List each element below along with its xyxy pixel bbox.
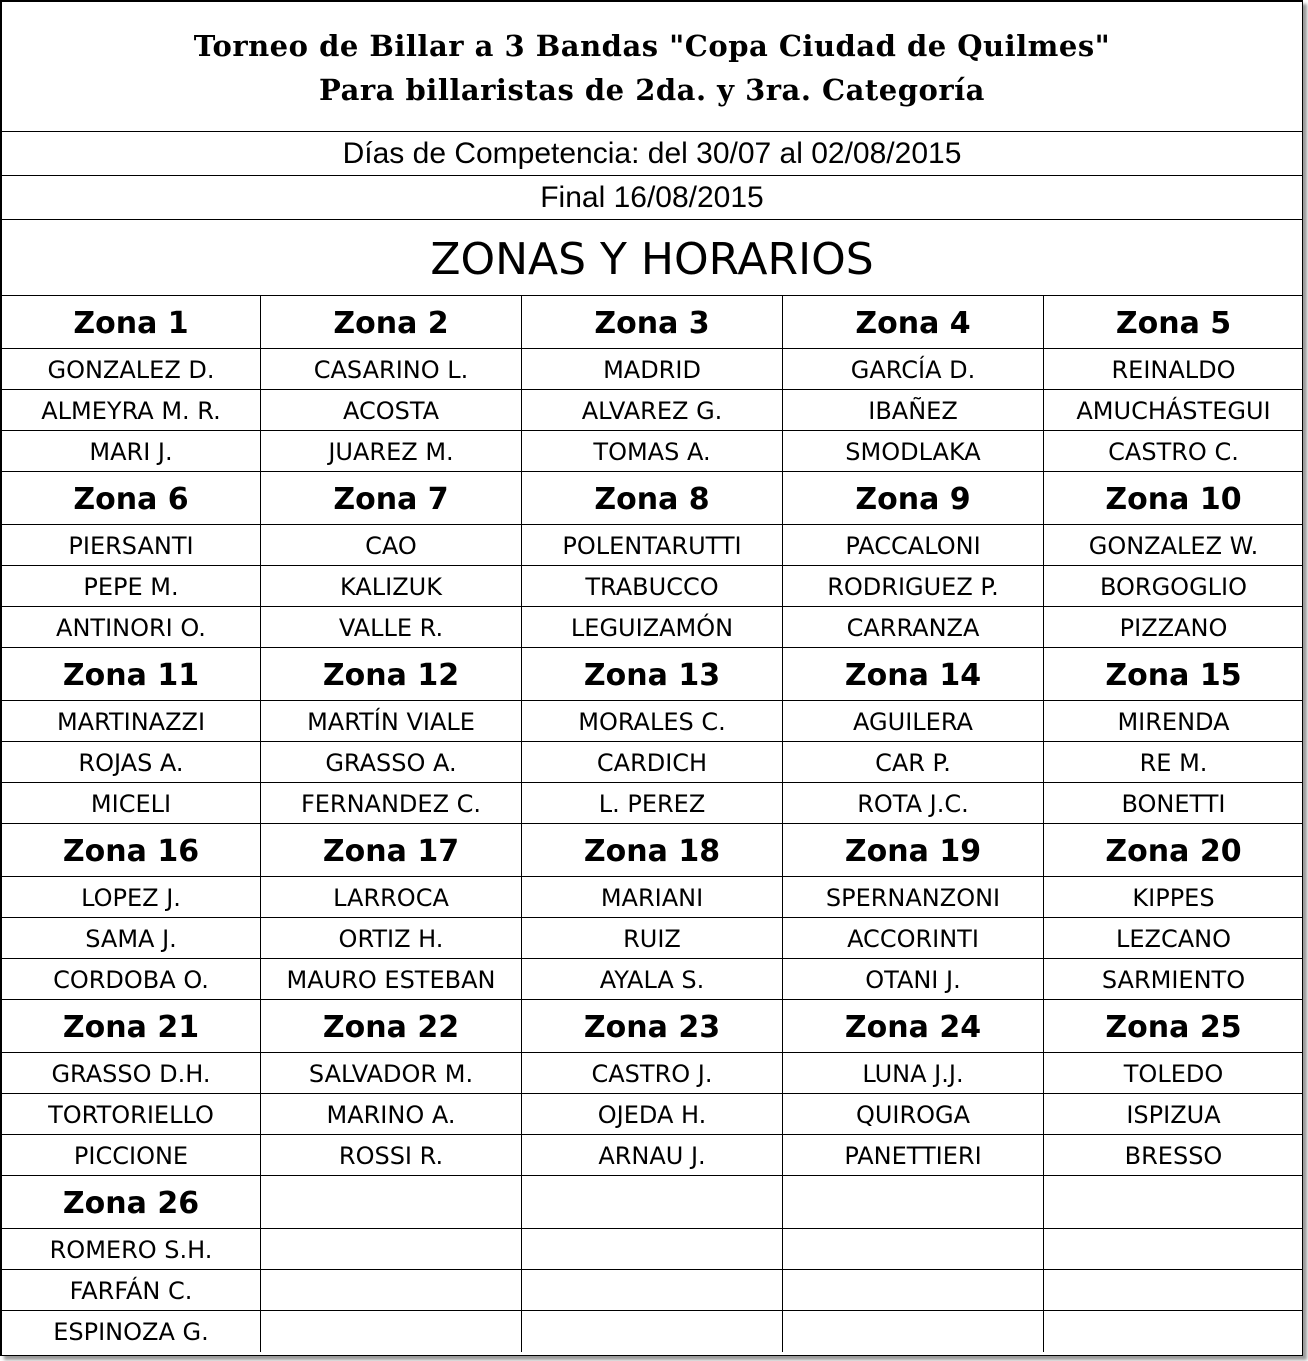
empty-cell [261,1311,522,1352]
zone-header: Zona 8 [522,472,783,525]
zone-header: Zona 5 [1044,296,1303,349]
player-name: OTANI J. [783,959,1044,1000]
player-name: MARI J. [2,431,261,472]
player-name: SALVADOR M. [261,1053,522,1094]
player-name: CASARINO L. [261,349,522,390]
player-name: CASTRO C. [1044,431,1303,472]
zone-header: Zona 14 [783,648,1044,701]
zone-header: Zona 16 [2,824,261,877]
player-name: MIRENDA [1044,701,1303,742]
zone-header: Zona 13 [522,648,783,701]
zone-header: Zona 10 [1044,472,1303,525]
zone-header: Zona 25 [1044,1000,1303,1053]
player-name: BORGOGLIO [1044,566,1303,607]
player-name: PIERSANTI [2,525,261,566]
competition-dates: Días de Competencia: del 30/07 al 02/08/2015 [2,132,1302,176]
empty-cell [783,1270,1044,1311]
player-name: FERNANDEZ C. [261,783,522,824]
zone-header: Zona 26 [2,1176,261,1229]
player-name: GONZALEZ W. [1044,525,1303,566]
player-name: CARRANZA [783,607,1044,648]
player-name: MARIANI [522,877,783,918]
final-date: Final 16/08/2015 [2,176,1302,220]
player-name: MARINO A. [261,1094,522,1135]
player-name: SAMA J. [2,918,261,959]
zone-header: Zona 20 [1044,824,1303,877]
player-name: LEGUIZAMÓN [522,607,783,648]
empty-cell [522,1176,783,1229]
zone-header: Zona 23 [522,1000,783,1053]
player-name: MADRID [522,349,783,390]
player-name: ROSSI R. [261,1135,522,1176]
zone-header: Zona 1 [2,296,261,349]
zone-header: Zona 11 [2,648,261,701]
player-name: GRASSO A. [261,742,522,783]
player-name: MAURO ESTEBAN [261,959,522,1000]
player-name: SARMIENTO [1044,959,1303,1000]
zone-header: Zona 9 [783,472,1044,525]
zone-header: Zona 24 [783,1000,1044,1053]
player-name: ESPINOZA G. [2,1311,261,1352]
zone-header: Zona 6 [2,472,261,525]
player-name: ALVAREZ G. [522,390,783,431]
player-name: FARFÁN C. [2,1270,261,1311]
zone-header: Zona 3 [522,296,783,349]
empty-cell [522,1311,783,1352]
tournament-subtitle: Para billaristas de 2da. y 3ra. Categoría [319,73,985,107]
player-name: CAO [261,525,522,566]
zone-header: Zona 2 [261,296,522,349]
player-name: TORTORIELLO [2,1094,261,1135]
player-name: ORTIZ H. [261,918,522,959]
player-name: PICCIONE [2,1135,261,1176]
player-name: ALMEYRA M. R. [2,390,261,431]
player-name: REINALDO [1044,349,1303,390]
player-name: AYALA S. [522,959,783,1000]
player-name: MARTÍN VIALE [261,701,522,742]
player-name: RUIZ [522,918,783,959]
player-name: PACCALONI [783,525,1044,566]
player-name: BONETTI [1044,783,1303,824]
player-name: IBAÑEZ [783,390,1044,431]
player-name: SMODLAKA [783,431,1044,472]
player-name: TRABUCCO [522,566,783,607]
zone-header: Zona 19 [783,824,1044,877]
player-name: OJEDA H. [522,1094,783,1135]
player-name: GONZALEZ D. [2,349,261,390]
player-name: TOMAS A. [522,431,783,472]
player-name: CAR P. [783,742,1044,783]
player-name: KIPPES [1044,877,1303,918]
player-name: CASTRO J. [522,1053,783,1094]
player-name: BRESSO [1044,1135,1303,1176]
player-name: ARNAU J. [522,1135,783,1176]
empty-cell [261,1229,522,1270]
zone-header: Zona 7 [261,472,522,525]
zone-header: Zona 22 [261,1000,522,1053]
player-name: SPERNANZONI [783,877,1044,918]
empty-cell [522,1270,783,1311]
player-name: ANTINORI O. [2,607,261,648]
player-name: ACOSTA [261,390,522,431]
empty-cell [783,1176,1044,1229]
player-name: LEZCANO [1044,918,1303,959]
zones-heading: ZONAS Y HORARIOS [2,220,1302,296]
player-name: GARCÍA D. [783,349,1044,390]
empty-cell [261,1270,522,1311]
player-name: RODRIGUEZ P. [783,566,1044,607]
player-name: CARDICH [522,742,783,783]
player-name: TOLEDO [1044,1053,1303,1094]
player-name: POLENTARUTTI [522,525,783,566]
player-name: MORALES C. [522,701,783,742]
player-name: RE M. [1044,742,1303,783]
player-name: CORDOBA O. [2,959,261,1000]
zone-header: Zona 4 [783,296,1044,349]
tournament-title: Torneo de Billar a 3 Bandas "Copa Ciudad de Quilmes" [193,29,1111,63]
empty-cell [261,1176,522,1229]
player-name: VALLE R. [261,607,522,648]
empty-cell [1044,1270,1303,1311]
player-name: PIZZANO [1044,607,1303,648]
empty-cell [1044,1176,1303,1229]
player-name: L. PEREZ [522,783,783,824]
player-name: ACCORINTI [783,918,1044,959]
zone-header: Zona 12 [261,648,522,701]
player-name: MARTINAZZI [2,701,261,742]
empty-cell [1044,1229,1303,1270]
player-name: PEPE M. [2,566,261,607]
player-name: PANETTIERI [783,1135,1044,1176]
player-name: LUNA J.J. [783,1053,1044,1094]
player-name: LOPEZ J. [2,877,261,918]
player-name: LARROCA [261,877,522,918]
empty-cell [783,1229,1044,1270]
player-name: ROMERO S.H. [2,1229,261,1270]
player-name: AGUILERA [783,701,1044,742]
player-name: ROTA J.C. [783,783,1044,824]
player-name: ROJAS A. [2,742,261,783]
player-name: KALIZUK [261,566,522,607]
zones-grid [2,296,1303,1352]
zone-header: Zona 18 [522,824,783,877]
title-band [2,2,1302,132]
empty-cell [522,1229,783,1270]
player-name: ISPIZUA [1044,1094,1303,1135]
zone-header: Zona 15 [1044,648,1303,701]
player-name: AMUCHÁSTEGUI [1044,390,1303,431]
player-name: QUIROGA [783,1094,1044,1135]
empty-cell [1044,1311,1303,1352]
player-name: MICELI [2,783,261,824]
player-name: GRASSO D.H. [2,1053,261,1094]
zone-header: Zona 17 [261,824,522,877]
empty-cell [783,1311,1044,1352]
zone-header: Zona 21 [2,1000,261,1053]
player-name: JUAREZ M. [261,431,522,472]
